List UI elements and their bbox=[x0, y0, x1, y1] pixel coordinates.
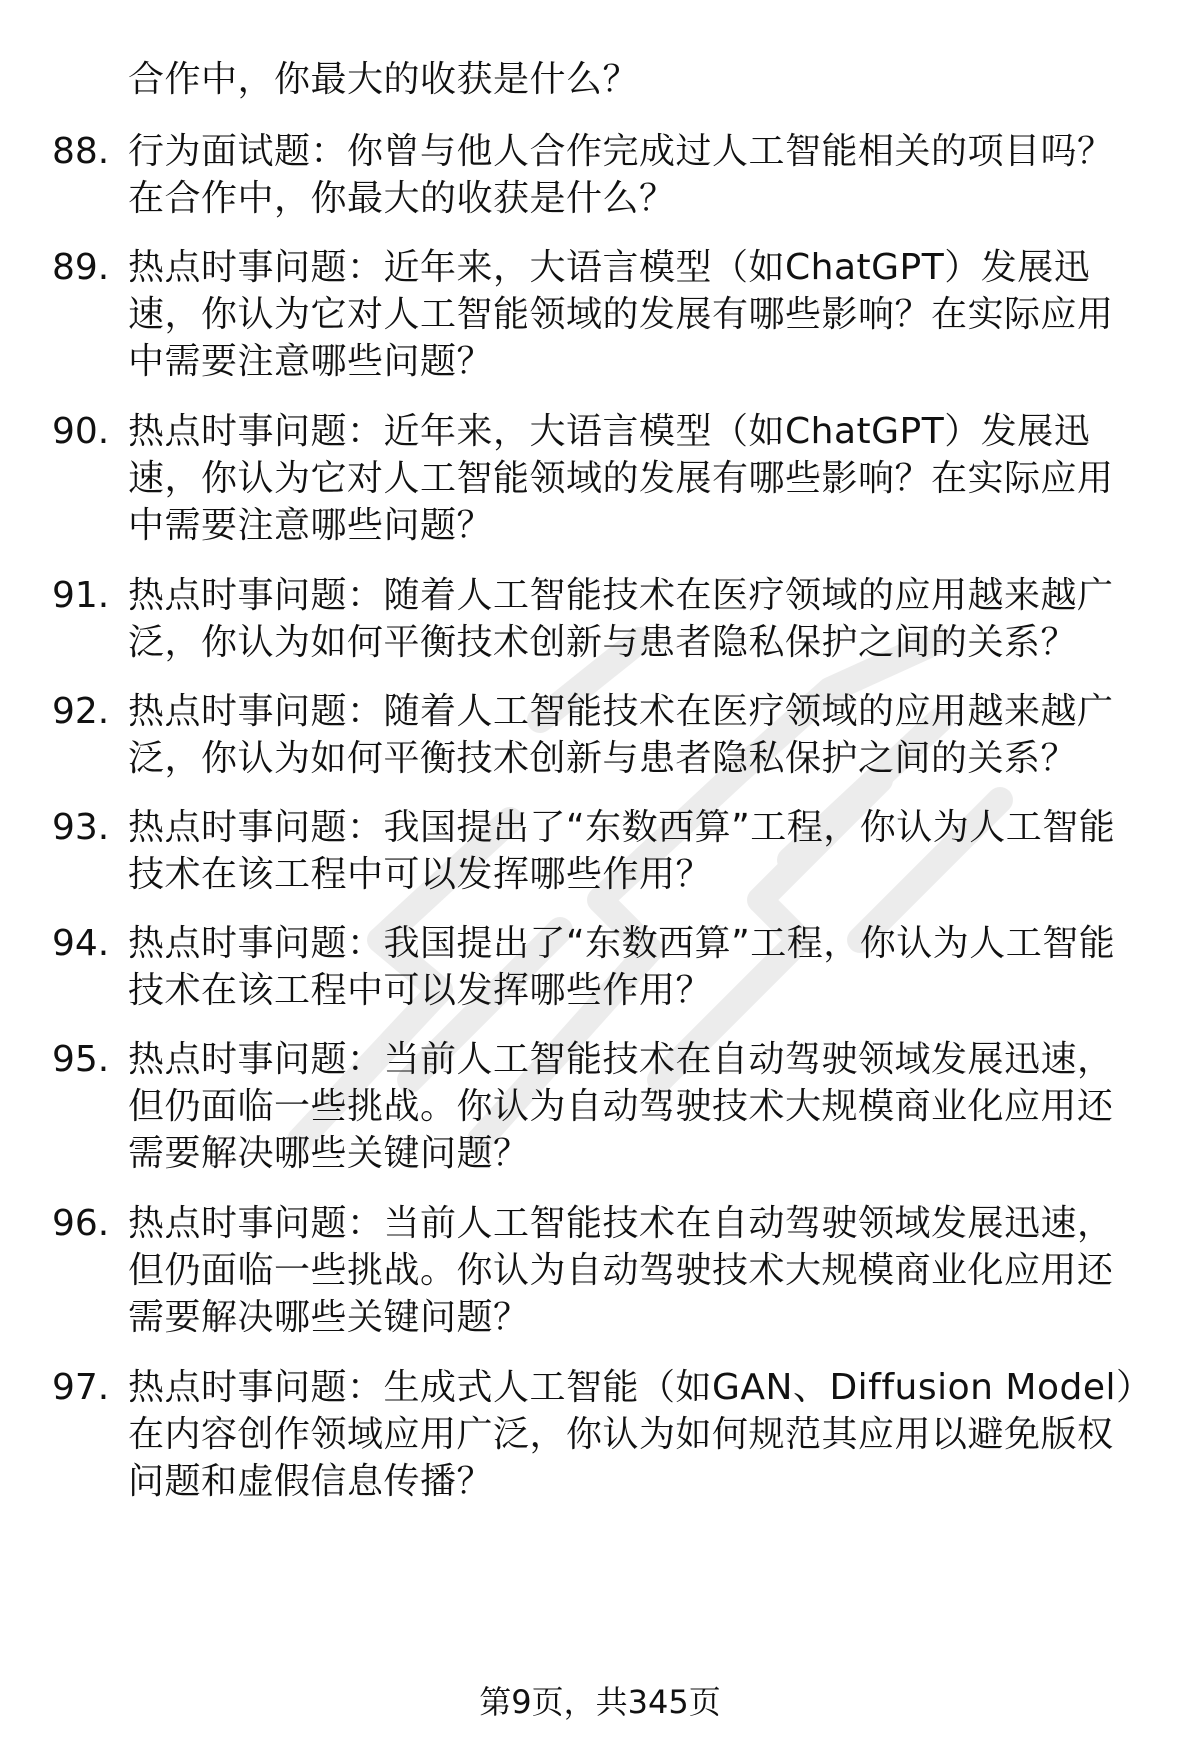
question-text: 行为面试题：你曾与他人合作完成过人工智能相关的项目吗？在合作中，你最大的收获是什么？ bbox=[128, 131, 1114, 219]
question-text: 热点时事问题：随着人工智能技术在医疗领域的应用越来越广泛，你认为如何平衡技术创新与患者隐私保护之间的关系？ bbox=[128, 691, 1114, 779]
question-number: 96. bbox=[52, 1203, 110, 1244]
question-text: 热点时事问题：近年来，大语言模型（如ChatGPT）发展迅速，你认为它对人工智能领域的发展有哪些影响？在实际应用中需要注意哪些问题？ bbox=[128, 411, 1114, 546]
question-number: 97. bbox=[52, 1367, 110, 1408]
question-text: 热点时事问题：我国提出了“东数西算”工程，你认为人工智能技术在该工程中可以发挥哪些作用？ bbox=[128, 923, 1116, 1011]
question-text: 热点时事问题：我国提出了“东数西算”工程，你认为人工智能技术在该工程中可以发挥哪些作用？ bbox=[128, 807, 1116, 895]
question-number: 94. bbox=[52, 923, 110, 964]
question-text: 热点时事问题：当前人工智能技术在自动驾驶领域发展迅速，但仍面临一些挑战。你认为自动驾驶技术大规模商业化应用还需要解决哪些关键问题？ bbox=[128, 1203, 1114, 1338]
question-number: 90. bbox=[52, 411, 110, 452]
question-text: 热点时事问题：近年来，大语言模型（如ChatGPT）发展迅速，你认为它对人工智能领域的发展有哪些影响？在实际应用中需要注意哪些问题？ bbox=[128, 247, 1114, 382]
question-text: 热点时事问题：随着人工智能技术在医疗领域的应用越来越广泛，你认为如何平衡技术创新与患者隐私保护之间的关系？ bbox=[128, 575, 1114, 663]
question-number: 88. bbox=[52, 131, 110, 172]
question-text: 热点时事问题：当前人工智能技术在自动驾驶领域发展迅速，但仍面临一些挑战。你认为自动驾驶技术大规模商业化应用还需要解决哪些关键问题？ bbox=[128, 1039, 1114, 1174]
page-number-footer: 第9页，共345页 bbox=[479, 1683, 721, 1721]
question-number: 93. bbox=[52, 807, 110, 848]
question-number: 89. bbox=[52, 247, 110, 288]
question-number: 92. bbox=[52, 691, 110, 732]
question-number: 95. bbox=[52, 1039, 110, 1080]
question-number: 91. bbox=[52, 575, 110, 616]
continued-question-text: 合作中，你最大的收获是什么？ bbox=[128, 59, 640, 100]
question-text: 热点时事问题：生成式人工智能（如GAN、Diffusion Model）在内容创作领域应用广泛，你认为如何规范其应用以避免版权问题和虚假信息传播？ bbox=[128, 1367, 1135, 1502]
